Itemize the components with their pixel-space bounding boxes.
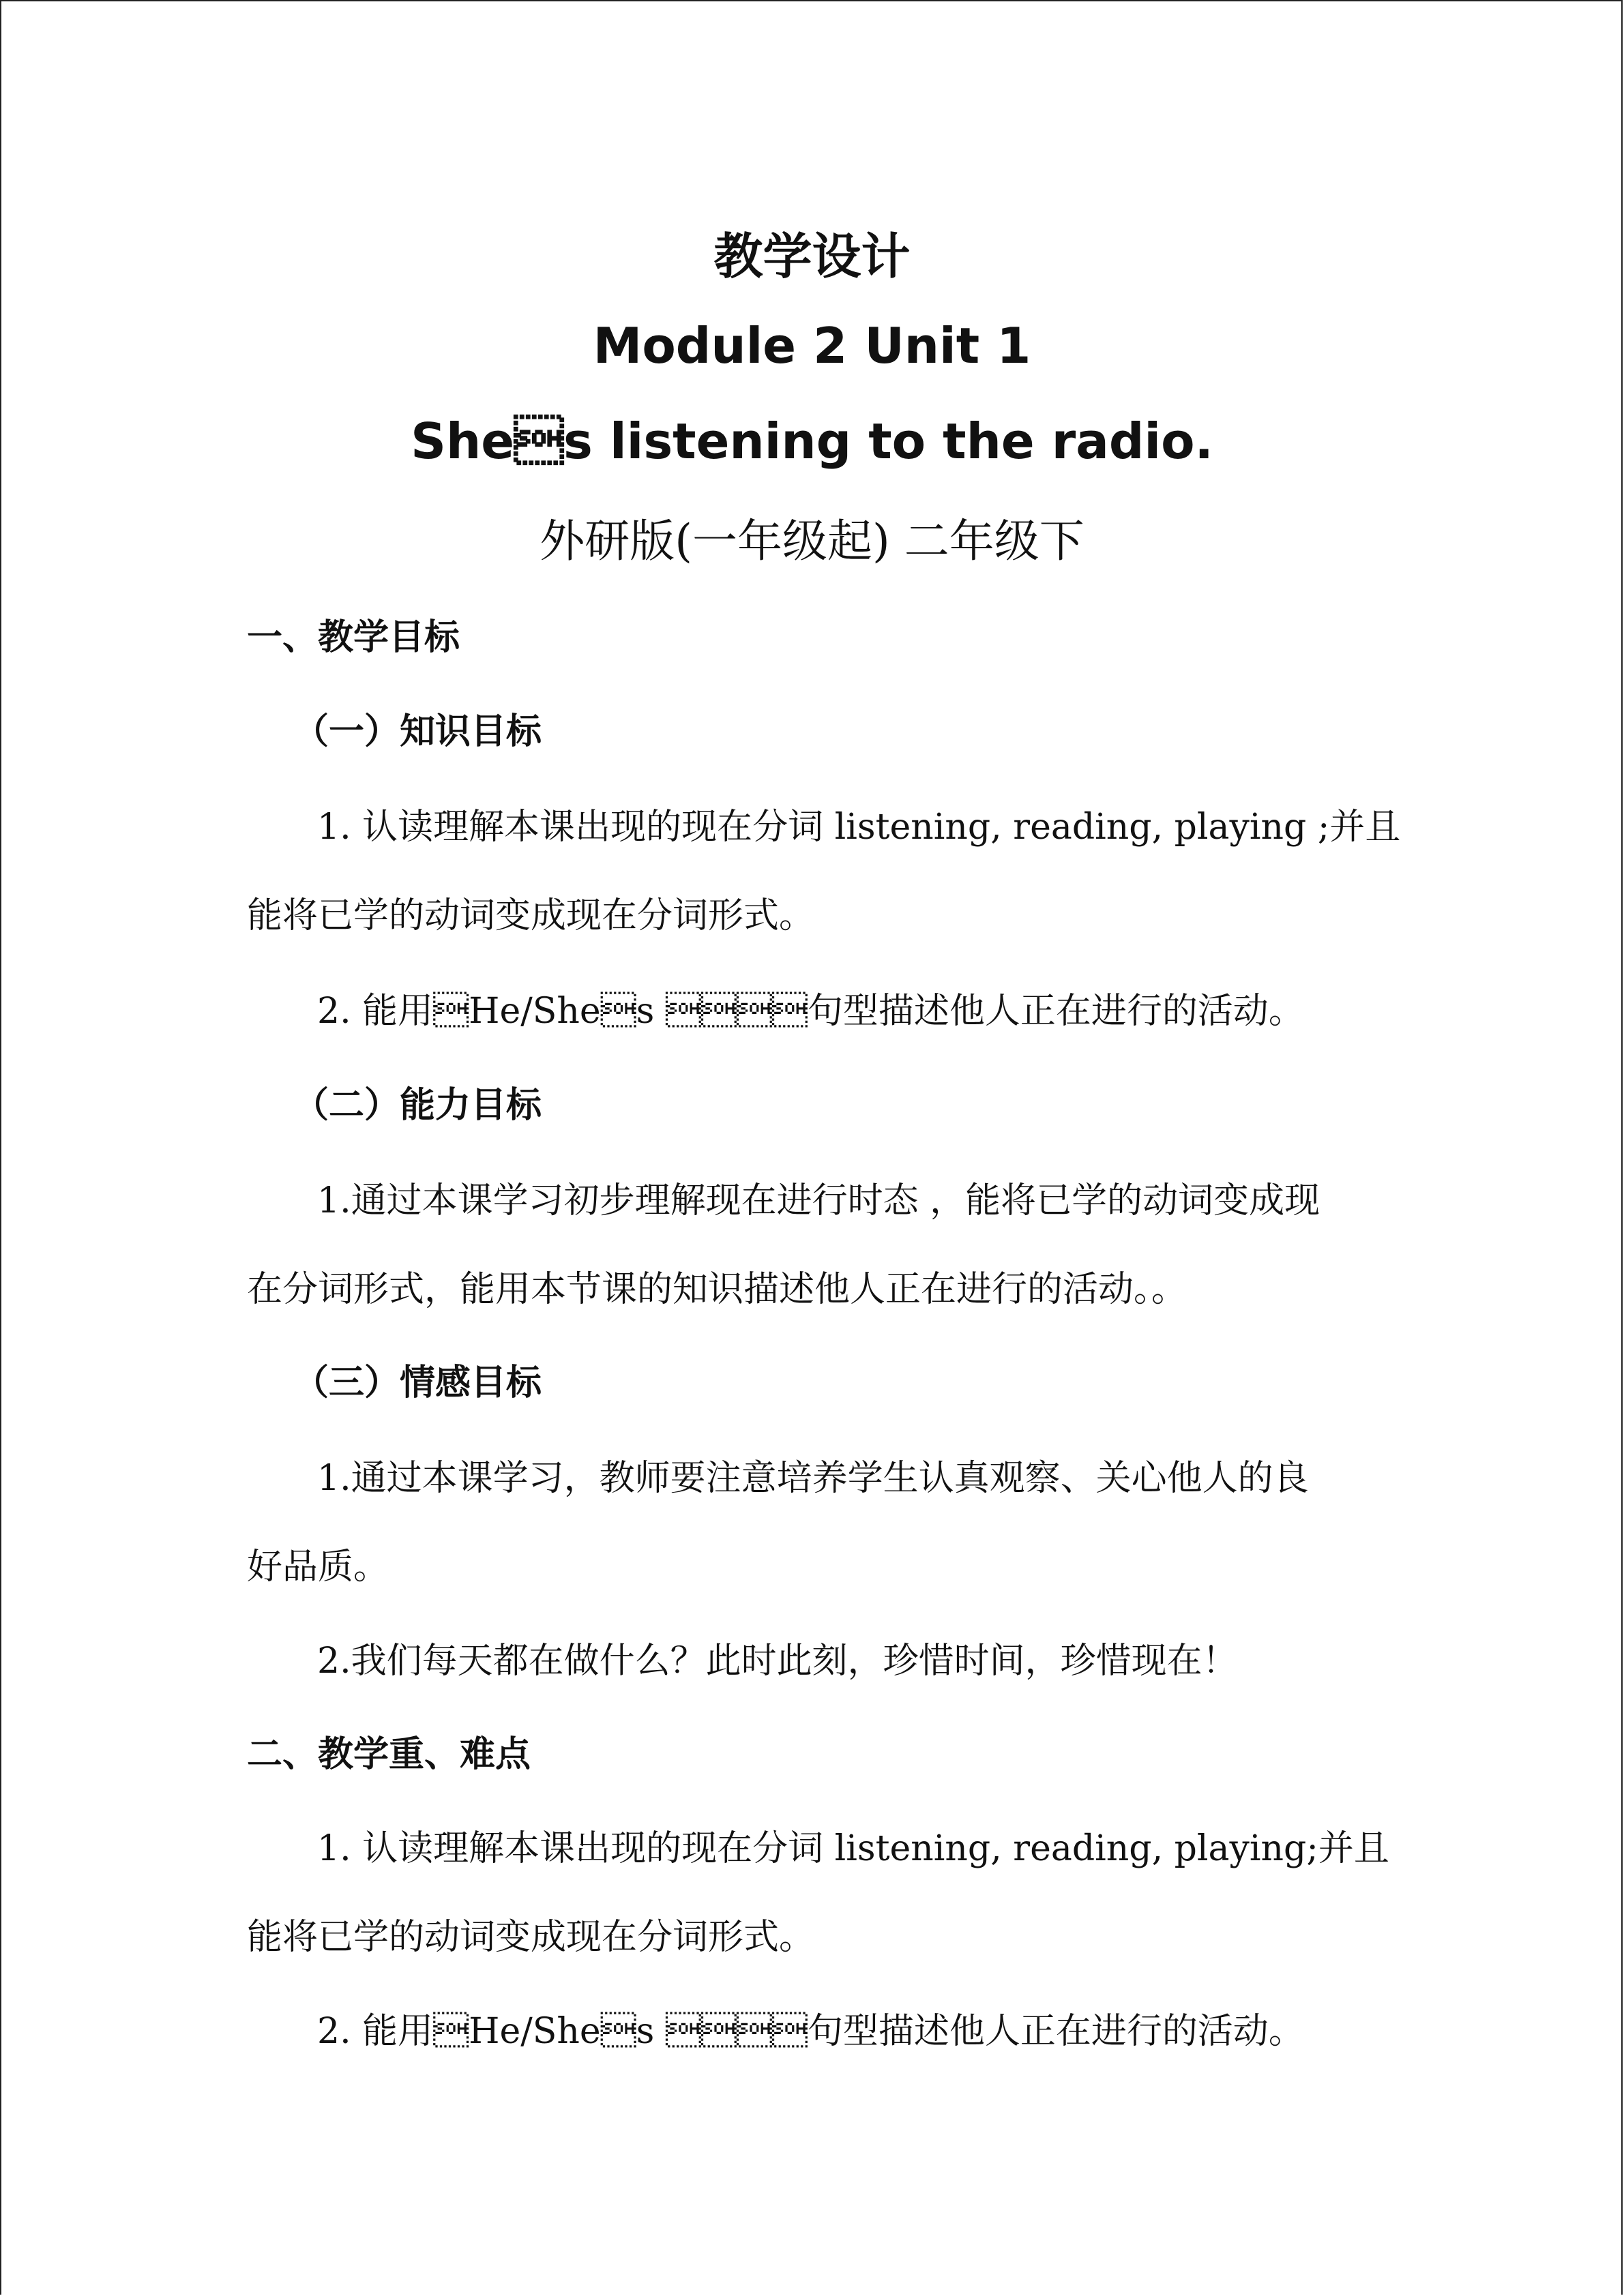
emotion-item-1-line-1: 1.通过本课学习，教师要注意培养学生认真观察、关心他人的良 — [317, 1458, 1309, 1499]
ability-item-1-line-1: 1.通过本课学习初步理解现在进行时态 ，能将已学的动词变成现 — [317, 1180, 1320, 1221]
section-2-heading: 二、教学重、难点 — [247, 1734, 531, 1775]
document-title: 教学设计 — [713, 228, 911, 285]
knowledge-item-1-line-2: 能将已学的动词变成现在分词形式。 — [247, 895, 815, 936]
edition-subtitle: 外研版(一年级起) 二年级下 — [540, 515, 1084, 567]
lesson-title: Shes listening to the radio. — [411, 413, 1213, 470]
emotion-item-1-line-2: 好品质。 — [247, 1547, 389, 1587]
knowledge-item-2: 2. 能用He/Shes 句型描述他人正在进行的活动。 — [317, 991, 1304, 1032]
ability-item-1-line-2: 在分词形式，能用本节课的知识描述他人正在进行的活动。。 — [247, 1269, 1187, 1310]
knowledge-item-1-line-1: 1. 认读理解本课出现的现在分词 listening, reading, playing ;并且 — [317, 807, 1401, 848]
module-title: Module 2 Unit 1 — [593, 317, 1031, 374]
emotion-heading: （三）情感目标 — [293, 1362, 542, 1403]
emotion-item-2: 2.我们每天都在做什么？此时此刻，珍惜时间，珍惜现在！ — [317, 1641, 1238, 1682]
difficulty-item-1-line-1: 1. 认读理解本课出现的现在分词 listening, reading, playing;并且 — [317, 1828, 1389, 1869]
difficulty-item-1-line-2: 能将已学的动词变成现在分词形式。 — [247, 1917, 815, 1958]
difficulty-item-2: 2. 能用He/Shes 句型描述他人正在进行的活动。 — [317, 2011, 1304, 2052]
ability-heading: （二）能力目标 — [293, 1085, 542, 1126]
knowledge-heading: （一）知识目标 — [293, 711, 542, 752]
section-1-heading: 一、教学目标 — [247, 617, 460, 658]
